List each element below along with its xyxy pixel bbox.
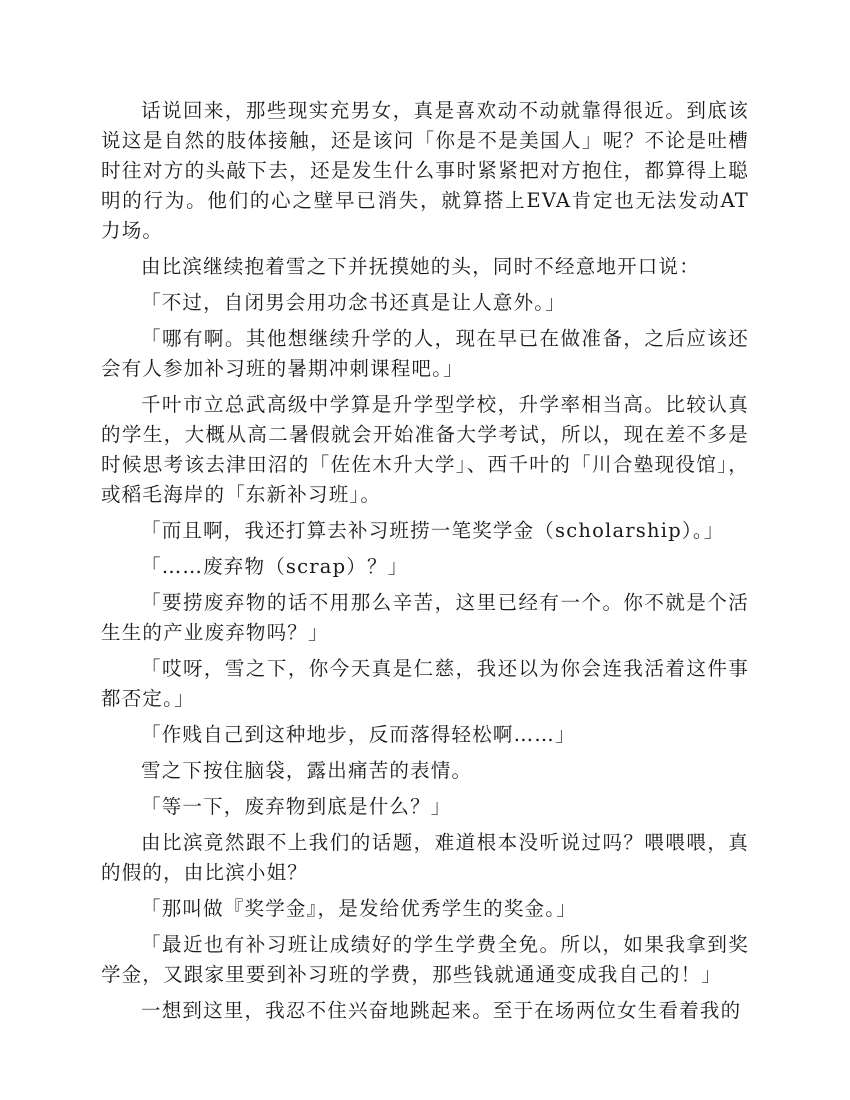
- paragraph: 「作贱自己到这种地步，反而落得轻松啊……」: [141, 723, 576, 746]
- paragraph: 由比滨竟然跟不上我们的话题，难道根本没听说过吗？喂喂喂，真的假的，由比滨小姐？: [101, 831, 749, 884]
- paragraph: 「……废弃物（scrap）？」: [141, 555, 409, 578]
- paragraph: 一想到这里，我忍不住兴奋地跳起来。至于在场两位女生看着我的: [141, 999, 742, 1022]
- paragraph: 话说回来，那些现实充男女，真是喜欢动不动就靠得很近。到底该说这是自然的肢体接触，还是该问「你是不是美国人」呢？不论是吐槽时往对方的头敲下去，还是发生什么事时紧紧把对方抱住，都算得上聪明的行为。他们的心之壁早已消失，就算搭上EVA肯定也无法发动AT力场。: [101, 99, 749, 242]
- paragraph: 「哪有啊。其他想继续升学的人，现在早已在做准备，之后应该还会有人参加补习班的暑期冲刺课程吧。」: [101, 327, 749, 380]
- paragraph: 雪之下按住脑袋，露出痛苦的表情。: [141, 759, 473, 782]
- document-page: [101, 96, 749, 1032]
- paragraph: 「等一下，废弃物到底是什么？」: [141, 795, 452, 818]
- paragraph: 千叶市立总武高级中学算是升学型学校，升学率相当高。比较认真的学生，大概从高二暑假就会开始准备大学考试，所以，现在差不多是时候思考该去津田沼的「佐佐木升大学」、西千叶的「川合塾现役馆」，或稻毛海岸的「东新补习班」。: [101, 393, 749, 506]
- paragraph: 「不过，自闭男会用功念书还真是让人意外。」: [141, 291, 566, 314]
- paragraph: 「哎呀，雪之下，你今天真是仁慈，我还以为你会连我活着这件事都否定。」: [101, 657, 749, 710]
- paragraph: 「而且啊，我还打算去补习班捞一笔奖学金（scholarship）。」: [141, 519, 725, 542]
- paragraph: 「最近也有补习班让成绩好的学生学费全免。所以，如果我拿到奖学金，又跟家里要到补习班的学费，那些钱就通通变成我自己的！」: [101, 933, 749, 986]
- paragraph: 「要捞废弃物的话不用那么辛苦，这里已经有一个。你不就是个活生生的产业废弃物吗？」: [101, 591, 749, 644]
- paragraph: 「那叫做『奖学金』，是发给优秀学生的奖金。」: [141, 897, 577, 920]
- paragraph: 由比滨继续抱着雪之下并抚摸她的头，同时不经意地开口说：: [141, 255, 700, 278]
